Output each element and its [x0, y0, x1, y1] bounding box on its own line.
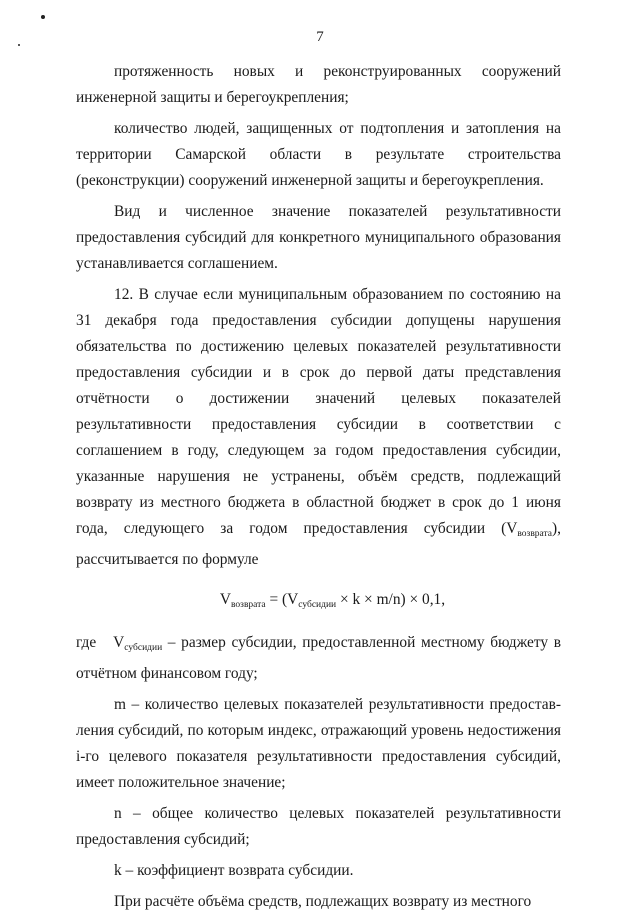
- definition-v-subsidy: [76, 630, 561, 687]
- paragraph-clause-12: [76, 282, 561, 573]
- formula-equals: = (V: [265, 591, 299, 608]
- formula-rest: × k × m/n) × 0,1,: [336, 591, 446, 608]
- definition-n: n – общее количество целевых показателей результативности предоставления субсидий;: [76, 805, 561, 848]
- definition-k: k – коэффициент возврата субсидии.: [114, 862, 354, 879]
- clause-12-text: 12. В случае если муниципальным образованием по состоянию на 31 декабря года предоставления субсидии допущены нарушения обязательства по достижению целевых показателей результативности предоставления субсидии и в срок до первой даты представления отчётности о достижении значений целевых показателей результативности предоставления субсидии в соответствии с соглашением в году, следующем за годом предоставления субсидии, указанные нарушения не устранены, объём средств, подлежащий возврату из местного бюджета в областной бюджет в срок до 1 июня года, следующего за годом предоставления субсидии (V: [76, 286, 561, 537]
- where-prefix: где V: [76, 634, 125, 651]
- return-formula: [76, 587, 561, 618]
- where-subscript: субсидии: [124, 643, 163, 653]
- paragraph-calculation: При расчёте объёма средств, подлежащих возврату из местного: [114, 893, 532, 910]
- formula-subsidy-subscript: субсидии: [298, 600, 337, 610]
- clause-12-subscript: возврата: [517, 529, 553, 539]
- definition-m: m – количество целевых показателей результативности предостав-ления субсидий, по которым индекс, отражающий уровень недостижения i-го целевого показателя результативности предоставления субсидий, имеет положительное значение;: [76, 696, 561, 791]
- scan-speck: [41, 15, 45, 19]
- page-number: 7: [316, 29, 324, 45]
- where-text: – размер субсидии, предоставленной местному бюджету в отчётном финансовом году;: [76, 634, 561, 682]
- paragraph-length-indicator: протяженность новых и реконструированных сооружений инженерной защиты и берегоукрепления;: [76, 63, 561, 106]
- formula-v-subscript: возврата: [231, 600, 266, 610]
- formula-v: V: [219, 591, 232, 608]
- document-body: [76, 59, 561, 915]
- clause-12-text-end: ), рассчитывается по формуле: [76, 520, 561, 568]
- paragraph-people-indicator: количество людей, защищенных от подтопления и затопления на территории Самарской области в результате строительства (реконструкции) сооружений инженерной защиты и берегоукрепления.: [76, 120, 561, 189]
- paragraph-indicator-values: Вид и численное значение показателей результативности предоставления субсидий для конкретного муниципального образования устанавливается соглашением.: [76, 203, 561, 272]
